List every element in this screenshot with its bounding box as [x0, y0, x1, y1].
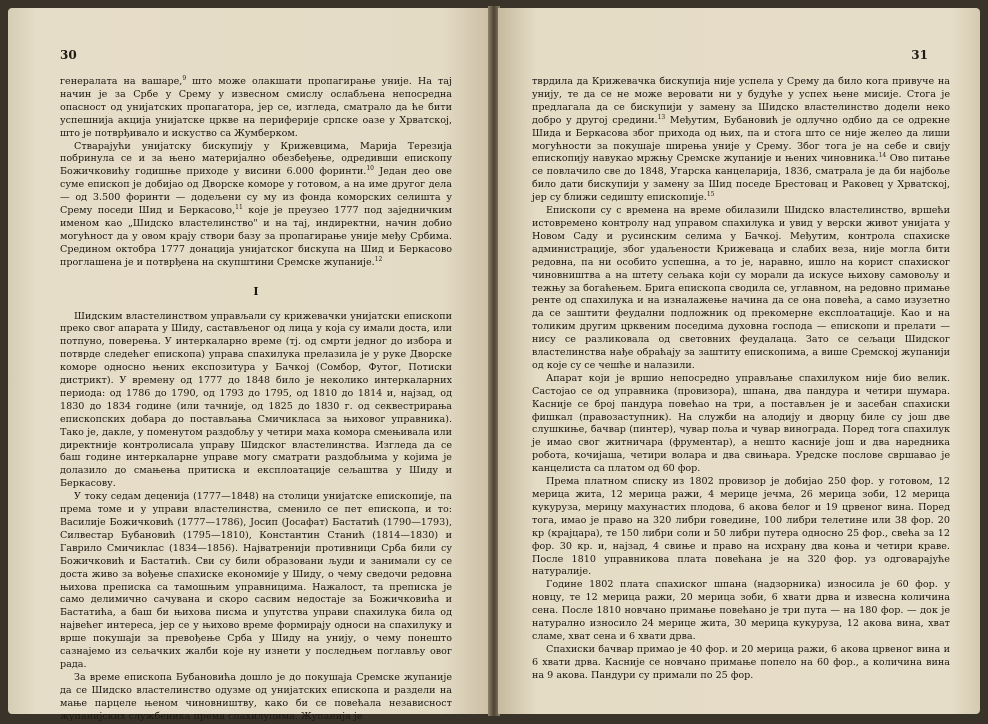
- paragraph: Шидским властелинством управљали су крижевачки унијатски епископи преко свог апарата у Шиду, састављеног од лица у која су имали доста, или потпуно, поверења. У интеркаларно време (тј. од смрти једног до избора и потврде следећег епископа) управа спахилука прелазила је у руке Дворске коморе односно њених експозитура у Бачкој (Сомбор, Футог, Потиски дистрикт). У времену од 1777 до 1848 било је неколико интеркаларних периода: од 1786 до 1790, од 1793 до 1795, од 1810 до 1814 и, најзад, од 1830 до 1834 године (или тачније, од 1825 до 1830 г. од секвестрирања епископских добара до постављања Смичикласа за њиховог управника). Тако је, дакле, у поменутом раздобљу у четири маха комора смењивала или директније контролисала управу Шидског властелинства. Изгледа да се баш године интеркаларне управе могу сматрати раздобљима у којима је долазило до смањења притиска и експлоатације сељаштва у Шиду и Беркасову.: [60, 310, 452, 490]
- page-number: 30: [60, 48, 77, 62]
- paragraph: Епископи су с времена на време обилазили Шидско властелинство, вршећи истовремено контролу над управом спахилука и увид у верски живот унијата у Новом Саду и русинским селима у Бачкој. Међутим, контрола спахиске администрације, због удаљености Крижеваца и слабих веза, није могла бити редовна, па ни особито успешна, а то је, наравно, ишло на корист спахиског чиновништва а на штету сељака који су морали да искусе њихову самовољу и тежњу за богаћењем. Брига епископа сводила се, углавном, на редовно примање ренте од спахилука и на изналажење начина да се она повећа, а само изузетно да се заштити феудални подложник од прекомерне експлоатације. Као и на толиким другим црквеним поседима духовна господа — епископи и прелати — нису се разликовала од световних феудалаца. Зато се сељаци Шидског властелинства нађе обраћају за заштиту епископима, а више Сремској жупанији од које су се чешће и налазили.: [532, 205, 950, 371]
- page-text: [60, 76, 452, 724]
- paragraph: тврдила да Крижевачка бискупија није успела у Срему да било кога привуче на унију, те да се не може веровати ни у будуће у успех њене мисије. Стога је предлагала да се бискупији у замену за Шидско властелинство додели неко добро у другој средини.$^{13}$ Међутим, Бубановић је одлучно одбио да се одрекне Шида и Беркасова због прихода од њих, па и стога што се није желео да лиши могућности за покушаје ширења уније у Срему. Због тога је на себе и свију епископију навукао мржњу Сремске жупаније и њених чиновника.$^{14}$ Ово питање се повлачило све до 1848, Угарска канцеларија, 1836, сматрала је да би најбоље било дати бискупији у замену за Шид поседе Брестовац и Раковец у Хрватској, јер су ближи седишту епископије.$^{15}$: [532, 76, 950, 204]
- section-heading: I: [253, 284, 259, 298]
- page-number: 31: [911, 48, 928, 62]
- paragraph: Спахиски бачвар примао је 40 фор. и 20 мерица ражи, 6 акова црвеног вина и 6 хвати дрва. Касније се новчано примање попело на 60 фор., а количина вина на 9 акова. Пандури су примали по 25 фор.: [532, 643, 950, 681]
- paragraph: генералата на вашаре,$^9$ што може олакшати пропагирање уније. На тај начин је за Србе у Срему у извесном смислу ослабљена непосредна опасност од унијатских пропагатора, јер се, изгледа, сматрало да ће бити успешнија акција унијатске цркве на периферије српске оазе у Хрватској, што је потврђивало и искуство са Жумберком.: [60, 74, 452, 139]
- paragraph: Апарат који је вршио непосредно управљање спахилуком није био велик. Састојао се од управника (провизора), шпана, два пандура и четири шумара. Касније се број пандура повећао на три, а постављен је и засебан спахиски фишкал (правозаступник). На служби на алодију и дворцу биле су још две слушкиње, бачвар (пинтер), чувар поља и чувар винограда. Поред тога спахилук је имао свог житничара (фрументар), а нешто касније још и два наредника робота, кочијаша, четири воларa и два свињара. Уредске послове свршавао је канцелиста са платом од 60 фор.: [532, 372, 950, 475]
- left-page: [8, 8, 490, 722]
- page-text: [532, 76, 950, 683]
- paragraph: У току седам деценија (1777—1848) на столици унијатске епископије, па према томе и у управи властелинства, сменило се пет епископа, и то: Василије Божичковић (1777—1786), Јосип (Јосафат) Бастатић (1790—1793), Силвестар Бубановић (1795—1810), Константин Станић (1814—1830) и Гаврило Смичиклас (1834—1856). Најватренији противници Срба били су Божичковић и Бастатић. Сви су били образовани људи и занимали су се доста живо за вођење спахиске економије у Шиду, о чему сведочи редовна њихова преписка са тамошњим управницима. Нажалост, та преписка је само делимично сачувана и скоро сасвим недостаје за Божичковића и Бастатића, а баш би њихова писма и упутства управи спахилука била од највећег интереса, јер се у њихово време формирају односи на спахилуку и врше покушаји за превођење Срба у Шиду на унију, о чему понешто сазнајемо из сељачких жалби које ну изнети у последњем поглављу овог рада.: [60, 491, 452, 670]
- paragraph: Године 1802 плата спахиског шпана (надзорника) износила је 60 фор. у новцу, те 12 мерица ражи, 20 мерица зоби, 6 хвати дрва и извесна количина сена. После 1810 новчано примање повећано је три пута — на 180 фор. — док је натурално износило 24 мерице жита, 30 мерица кукуруза, 12 акова вина, хват сламе, хват сена и 6 хвати дрва.: [532, 579, 950, 642]
- paragraph: За време епископа Бубановића дошло је до покушаја Сремске жупаније да се Шидско властелинство одузме од унијатских епископа и раздели на мање парцеле њеном чиновништву, како би се повећала независност жупанијских службеника према спахилуцима. Жупанија је: [60, 671, 452, 722]
- paragraph: Према платном списку из 1802 провизор је добијао 250 фор. у готовом, 12 мерица жита, 12 мерица ражи, 4 мерице јечма, 26 мерица зоби, 12 мерица кукуруза, мерицу махунастих плодова, 6 акова белог и 19 црвеног вина. Поред тога, имао је право на 320 либри говедине, 100 либри телетине или 38 фор. 20 кр (крајцара), те 150 либри соли и 50 либри путера односно 25 фор., свећа за 12 фор. 30 кр. и, најзад, 4 свиње и право на исхрану два коња и четири краве. После 1810 управникова плата повећана је на 320 фор. уз одговарајуће натуралије.: [532, 476, 950, 578]
- right-page: [498, 8, 980, 714]
- paragraph: Стварајући унијатску бискупију у Крижевцима, Марија Терезија побринула се и за њено материјално обезбеђење, одредивши епископу Божичковићу годишње приходе у висини 6.000 форинти.$^{10}$ Један део ове суме епископ је добијао од Дворске коморе у готовом, а на име другог дела — од 3.500 форинти — додељени су му из фонда коморских селишта у Срему поседи Шид и Беркасово,$^{11}$ које је преузео 1777 под заједничким именом као „Шидско властелинство" и на тај, индиректни, начин добио могућност да у овом крају створи базу за пропагирање уније међу Србима. Средином октобра 1777 донација унијатског бискупа на Шид и Беркасово проглашена је и потврђена на скупштини Сремске жупаније.$^{12}$: [60, 140, 453, 268]
